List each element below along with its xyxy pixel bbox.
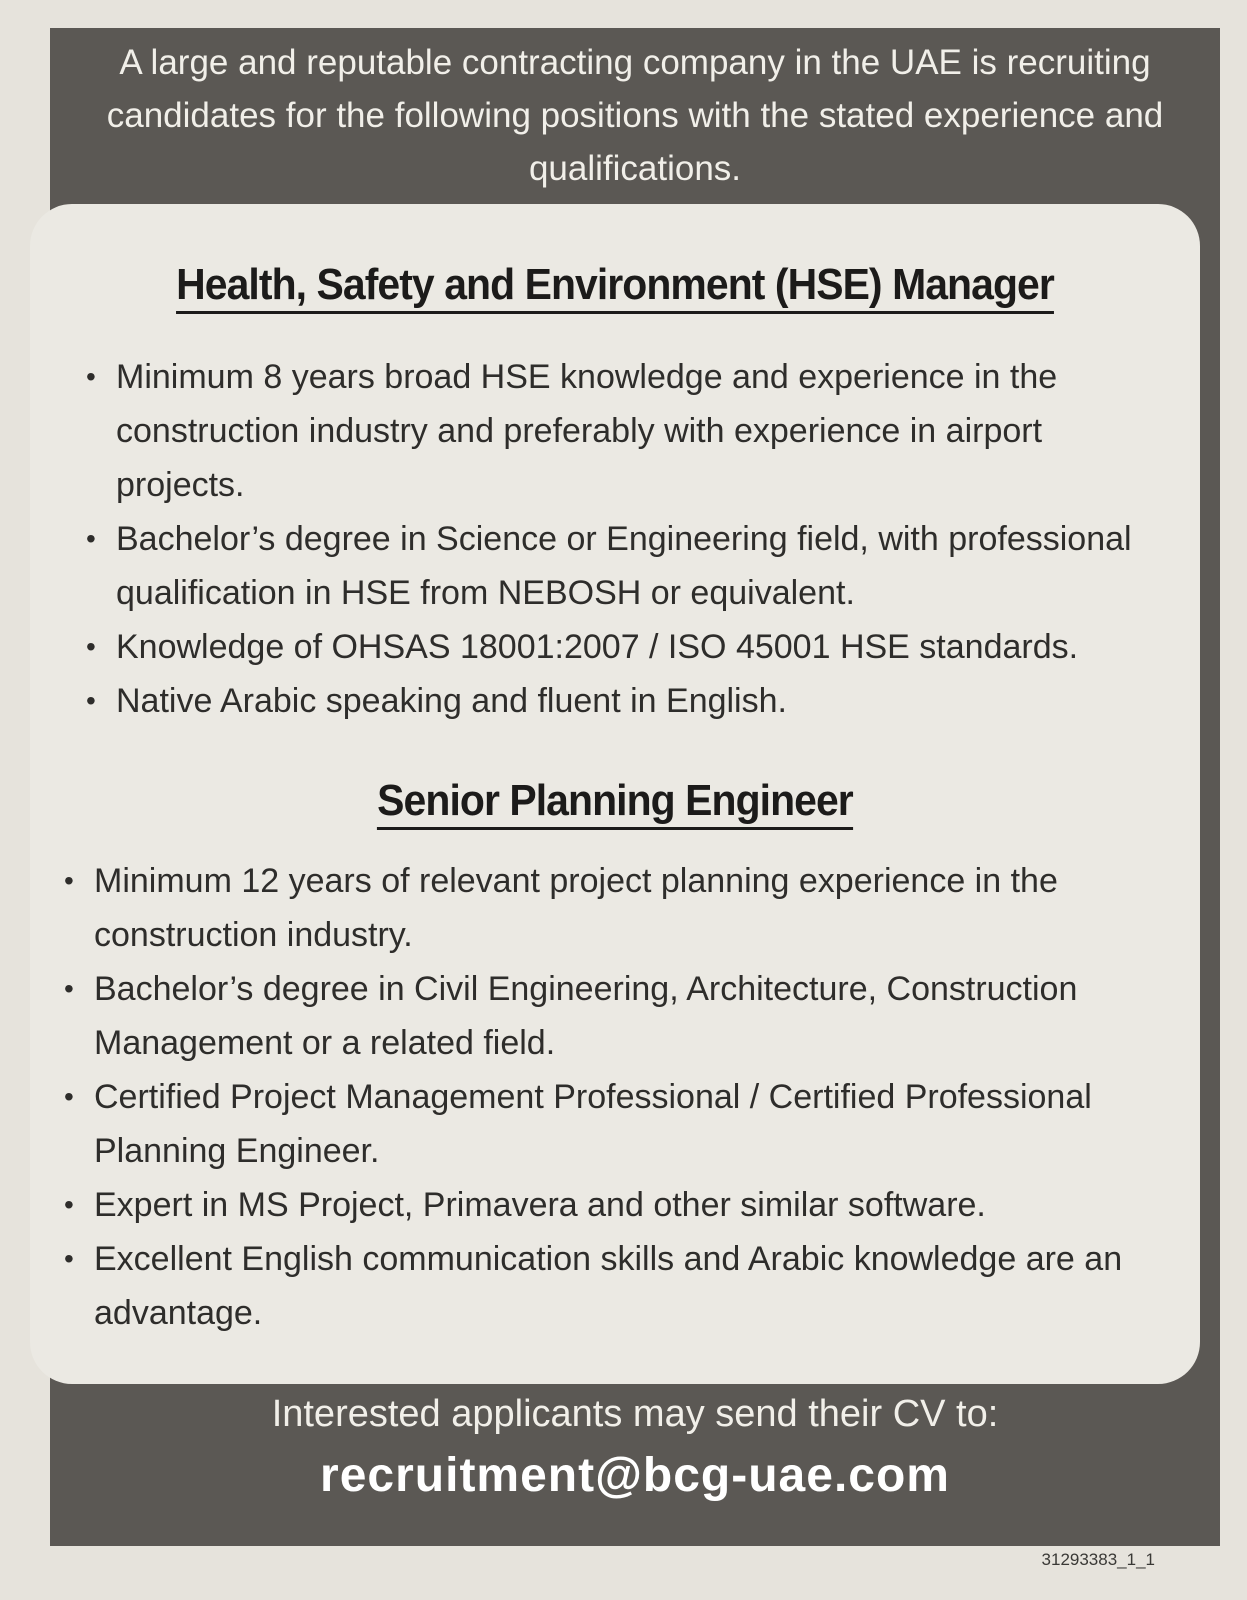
positions-panel bbox=[30, 204, 1200, 1384]
list-item: • Bachelor’s degree in Science or Engineering field, with professional qualification in HSE from NEBOSH or equivalent. bbox=[82, 512, 1162, 620]
position-title: Senior Planning Engineer bbox=[71, 776, 1159, 826]
list-item: • Bachelor’s degree in Civil Engineering, Architecture, Construction Management or a related field. bbox=[60, 962, 1150, 1070]
intro-text: A large and reputable contracting company in the UAE is recruiting candidates for the following positions with the stated experience and qualifications. bbox=[106, 43, 1164, 188]
list-item: • Knowledge of OHSAS 18001:2007 / ISO 45001 HSE standards. bbox=[82, 620, 1162, 674]
position-senior-planning-engineer bbox=[30, 776, 1200, 826]
contact-email: recruitment@bcg-uae.com bbox=[320, 1449, 950, 1502]
hse-requirements-list bbox=[82, 350, 1162, 728]
apply-instructions: Interested applicants may send their CV to: bbox=[271, 1393, 999, 1435]
planning-engineer-requirements-list bbox=[60, 854, 1150, 1340]
list-item: • Minimum 12 years of relevant project planning experience in the construction industry. bbox=[60, 854, 1150, 962]
reference-code: 31293383_1_1 bbox=[1041, 1550, 1155, 1569]
list-item: • Certified Project Management Professional / Certified Professional Planning Engineer. bbox=[60, 1070, 1150, 1178]
list-item: • Native Arabic speaking and fluent in English. bbox=[82, 674, 1162, 728]
list-item: • Minimum 8 years broad HSE knowledge and experience in the construction industry and preferably with experience in airport projects. bbox=[82, 350, 1162, 512]
position-hse-manager bbox=[30, 260, 1200, 310]
list-item: • Expert in MS Project, Primavera and other similar software. bbox=[60, 1178, 1150, 1232]
position-title: Health, Safety and Environment (HSE) Manager bbox=[71, 260, 1159, 310]
list-item: • Excellent English communication skills and Arabic knowledge are an advantage. bbox=[60, 1232, 1150, 1340]
job-advertisement bbox=[50, 28, 1220, 1546]
